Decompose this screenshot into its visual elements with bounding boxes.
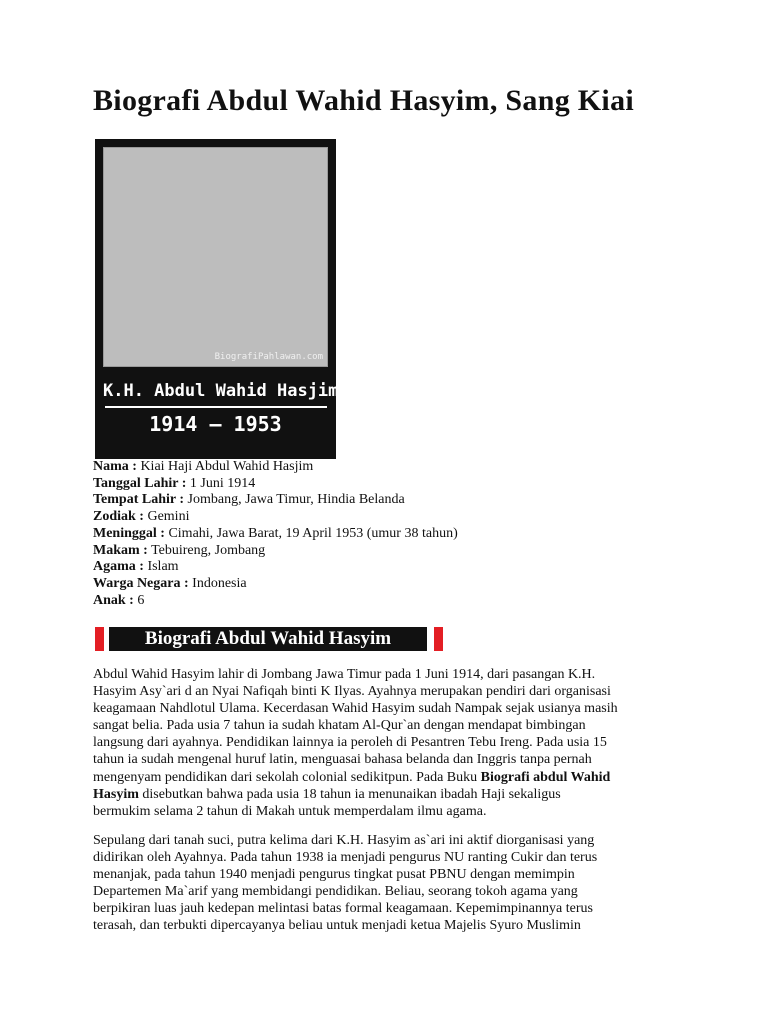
info-value: 6 bbox=[137, 592, 145, 608]
paragraph-line: mengenyam pendidikan dari sekolah colonial sedikitpun. Pada Buku bbox=[93, 769, 481, 785]
paragraph-line: Hasyim Asy`ari d an Nyai Nafiqah binti K Ilyas. Ayahnya merupakan pendiri dari organisasi bbox=[93, 684, 611, 700]
paragraph-line: langsung dari ayahnya. Pendidikan lainnya ia peroleh di Pesantren Tebu Ireng. Pada usia 15 bbox=[93, 735, 607, 751]
info-row-tempat-lahir bbox=[93, 492, 458, 509]
paragraph-line: keagamaan Nahdlotul Ulama. Kecerdasan Wahid Hasyim sudah Nampak sejak usianya masih bbox=[93, 701, 618, 717]
info-label: Nama : bbox=[93, 459, 137, 474]
info-row-anak bbox=[93, 593, 458, 610]
paragraph-line: terasah, dan terbukti dipercayanya beliau untuk menjadi ketua Majelis Syuro Muslimin bbox=[93, 918, 581, 934]
book-title-bold: Biografi abdul Wahid bbox=[480, 769, 611, 785]
book-title-bold: Hasyim bbox=[93, 786, 139, 802]
body-paragraph-1 bbox=[93, 666, 693, 820]
info-row-nama bbox=[93, 459, 458, 476]
paragraph-line: menanjak, pada tahun 1940 menjadi pengurus tingkat pusat PBNU dengan memimpin bbox=[93, 867, 575, 883]
info-value: Islam bbox=[147, 559, 179, 575]
info-row-warga-negara bbox=[93, 576, 458, 593]
portrait-caption-name: K.H. Abdul Wahid Hasjim bbox=[103, 381, 339, 401]
info-value: Tebuireng, Jombang bbox=[151, 542, 266, 558]
info-label: Agama : bbox=[93, 559, 144, 575]
section-accent-bar-left bbox=[95, 627, 104, 651]
info-value: Cimahi, Jawa Barat, 19 April 1953 (umur 38 tahun) bbox=[168, 525, 458, 541]
info-value: Jombang, Jawa Timur, Hindia Belanda bbox=[187, 492, 405, 508]
portrait-photo-placeholder bbox=[103, 147, 328, 367]
paragraph-line: Departemen Ma`arif yang membidangi pendidikan. Beliau, seorang tokoh agama yang bbox=[93, 884, 578, 900]
info-row-zodiak bbox=[93, 509, 458, 526]
info-row-tanggal-lahir bbox=[93, 476, 458, 493]
info-value: Gemini bbox=[147, 509, 190, 525]
info-value: 1 Juni 1914 bbox=[189, 475, 256, 491]
info-label: Tanggal Lahir : bbox=[93, 475, 187, 491]
section-title: Biografi Abdul Wahid Hasyim bbox=[109, 627, 427, 651]
paragraph-line: didirikan oleh Ayahnya. Pada tahun 1938 ia menjadi pengurus NU ranting Cukir dan terus bbox=[93, 850, 598, 866]
section-header bbox=[95, 627, 445, 651]
article-title: Biografi Abdul Wahid Hasyim, Sang Kiai bbox=[93, 84, 634, 117]
body-paragraph-2 bbox=[93, 832, 693, 935]
info-row-makam bbox=[93, 543, 458, 560]
info-row-meninggal bbox=[93, 526, 458, 543]
info-label: Anak : bbox=[93, 592, 134, 608]
info-label: Zodiak : bbox=[93, 509, 144, 525]
paragraph-line: berpikiran luas jauh kedepan melintasi batas formal keagamaan. Kepemimpinannya terus bbox=[93, 901, 593, 917]
paragraph-line: disebutkan bahwa pada usia 18 tahun ia menunaikan ibadah Haji sekaligus bbox=[138, 786, 561, 802]
portrait-caption-years: 1914 – 1953 bbox=[149, 412, 282, 436]
info-row-agama bbox=[93, 559, 458, 576]
paragraph-line: Abdul Wahid Hasyim lahir di Jombang Jawa Timur pada 1 Juni 1914, dari pasangan K.H. bbox=[93, 667, 596, 682]
section-accent-bar-right bbox=[434, 627, 443, 651]
paragraph-line: sangat belia. Pada usia 7 tahun ia sudah khatam Al-Qur`an dengan mendapat bimbingan bbox=[93, 718, 586, 734]
watermark-text: BiografiPahlawan.com bbox=[214, 352, 323, 362]
info-label: Warga Negara : bbox=[93, 575, 189, 591]
portrait-figure bbox=[95, 139, 339, 459]
info-label: Meninggal : bbox=[93, 525, 165, 541]
paragraph-line: Sepulang dari tanah suci, putra kelima dari K.H. Hasyim as`ari ini aktif diorganisasi yang bbox=[93, 833, 595, 848]
biodata-list bbox=[93, 459, 458, 609]
info-label: Makam : bbox=[93, 542, 148, 558]
paragraph-line: bermukim selama 2 tahun di Makah untuk memperdalam ilmu agama. bbox=[93, 803, 487, 819]
info-value: Indonesia bbox=[192, 575, 247, 591]
caption-divider bbox=[105, 406, 327, 408]
paragraph-line: tahun ia sudah mengenal huruf latin, menguasai bahasa belanda dan Inggris tanpa pernah bbox=[93, 752, 592, 768]
info-value: Kiai Haji Abdul Wahid Hasjim bbox=[140, 459, 314, 474]
info-label: Tempat Lahir : bbox=[93, 492, 185, 508]
